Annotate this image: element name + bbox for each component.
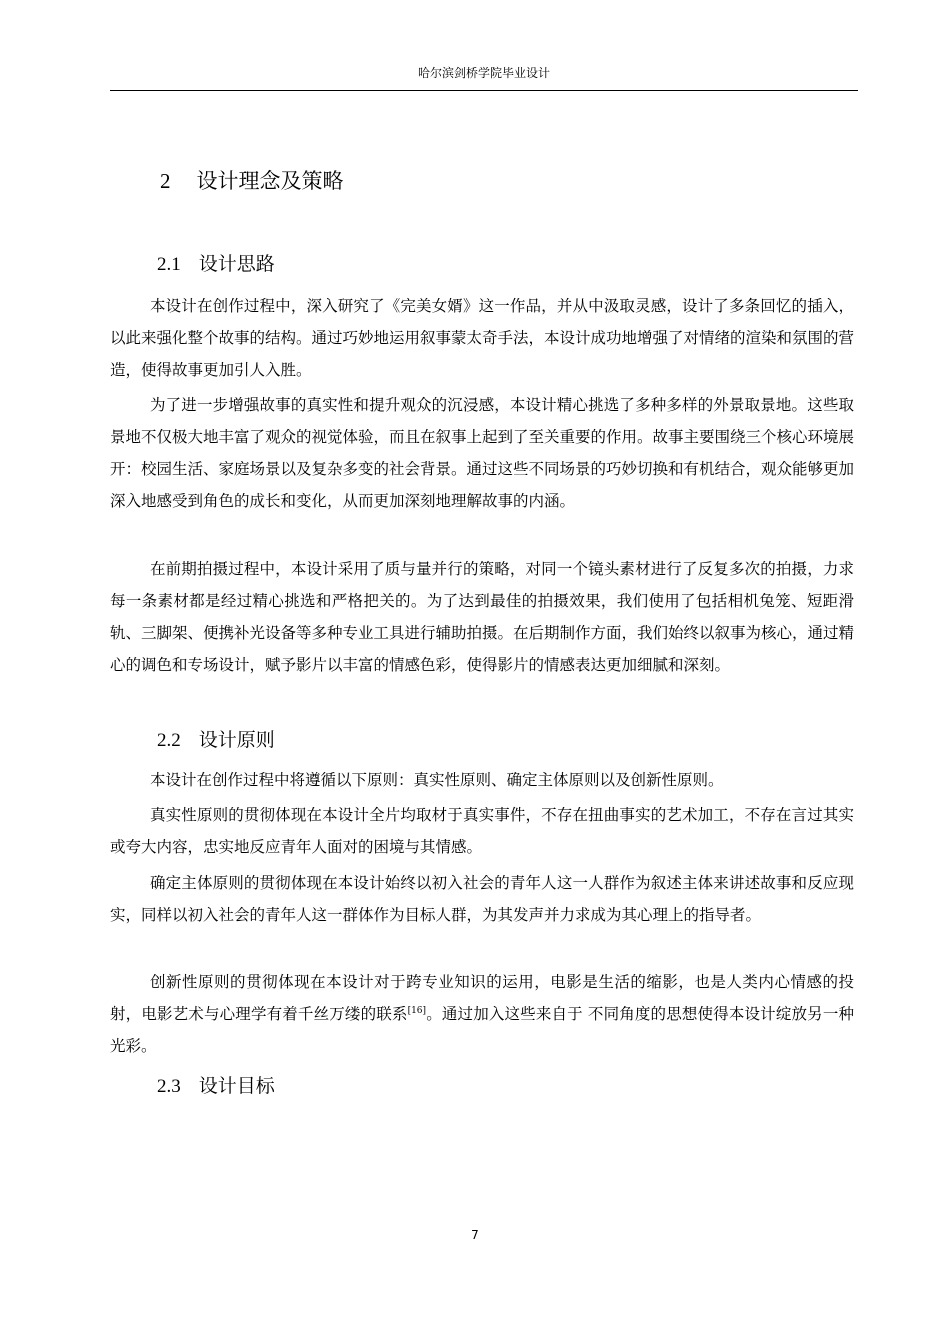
section-number: 2.2 <box>157 730 181 751</box>
page-header <box>110 62 858 91</box>
section-title: 设计原则 <box>198 729 275 751</box>
paragraph: 本设计在创作过程中将遵循以下原则：真实性原则、确定主体原则以及创新性原则。 <box>150 771 724 789</box>
paragraph-text: 。通过加入这些来自于 不同角度的思想使得本设计绽放另一种光彩。 <box>110 1005 854 1055</box>
section-number: 2.3 <box>157 1076 181 1097</box>
paragraph-text: 创新性原则的贯彻体现在本设计对于跨专业知识的运用，电影是生活的缩影，也是人类内心情感的投射，电影艺术与心理学有着千丝万缕的联系 <box>110 973 854 1023</box>
paragraph-with-citation <box>110 966 854 1062</box>
paragraph: 真实性原则的贯彻体现在本设计全片均取材于真实事件，不存在扭曲事实的艺术加工，不存在言过其实或夸大内容，忠实地反应青年人面对的困境与其情感。 <box>110 806 854 856</box>
chapter-number: 2 <box>160 169 171 193</box>
section-title: 设计思路 <box>198 253 275 275</box>
page-number: 7 <box>471 1228 479 1242</box>
section-heading-2-1 <box>157 248 275 281</box>
paragraph: 确定主体原则的贯彻体现在本设计始终以初入社会的青年人这一人群作为叙述主体来讲述故事和反应现实，同样以初入社会的青年人这一群体作为目标人群，为其发声并力求成为其心理上的指导者。 <box>110 874 854 924</box>
paragraph: 为了进一步增强故事的真实性和提升观众的沉浸感，本设计精心挑选了多种多样的外景取景地。这些取景地不仅极大地丰富了观众的视觉体验，而且在叙事上起到了至关重要的作用。故事主要围绕三个核心环境展开：校园生活、家庭场景以及复杂多变的社会背景。通过这些不同场景的巧妙切换和有机结合，观众能够更加深入地感受到角色的成长和变化，从而更加深刻地理解故事的内涵。 <box>110 396 855 510</box>
paragraph: 在前期拍摄过程中，本设计采用了质与量并行的策略，对同一个镜头素材进行了反复多次的拍摄，力求每一条素材都是经过精心挑选和严格把关的。为了达到最佳的拍摄效果，我们使用了包括相机兔笼、短距滑轨、三脚架、便携补光设备等多种专业工具进行辅助拍摄。在后期制作方面，我们始终以叙事为核心，通过精心的调色和专场设计，赋予影片以丰富的情感色彩，使得影片的情感表达更加细腻和深刻。 <box>110 560 855 674</box>
section-heading-2-3 <box>157 1070 275 1103</box>
chapter-heading <box>160 164 344 198</box>
paragraph: 本设计在创作过程中，深入研究了《完美女婿》这一作品，并从中汲取灵感，设计了多条回忆的插入，以此来强化整个故事的结构。通过巧妙地运用叙事蒙太奇手法，本设计成功地增强了对情绪的渲染和氛围的营造，使得故事更加引人入胜。 <box>110 297 855 379</box>
citation-mark: [16] <box>407 1005 427 1016</box>
section-number: 2.1 <box>157 254 181 275</box>
chapter-title: 设计理念及策略 <box>196 169 344 193</box>
section-heading-2-2 <box>157 724 275 757</box>
section-title: 设计目标 <box>198 1075 275 1097</box>
header-title: 哈尔滨剑桥学院毕业设计 <box>417 66 550 80</box>
